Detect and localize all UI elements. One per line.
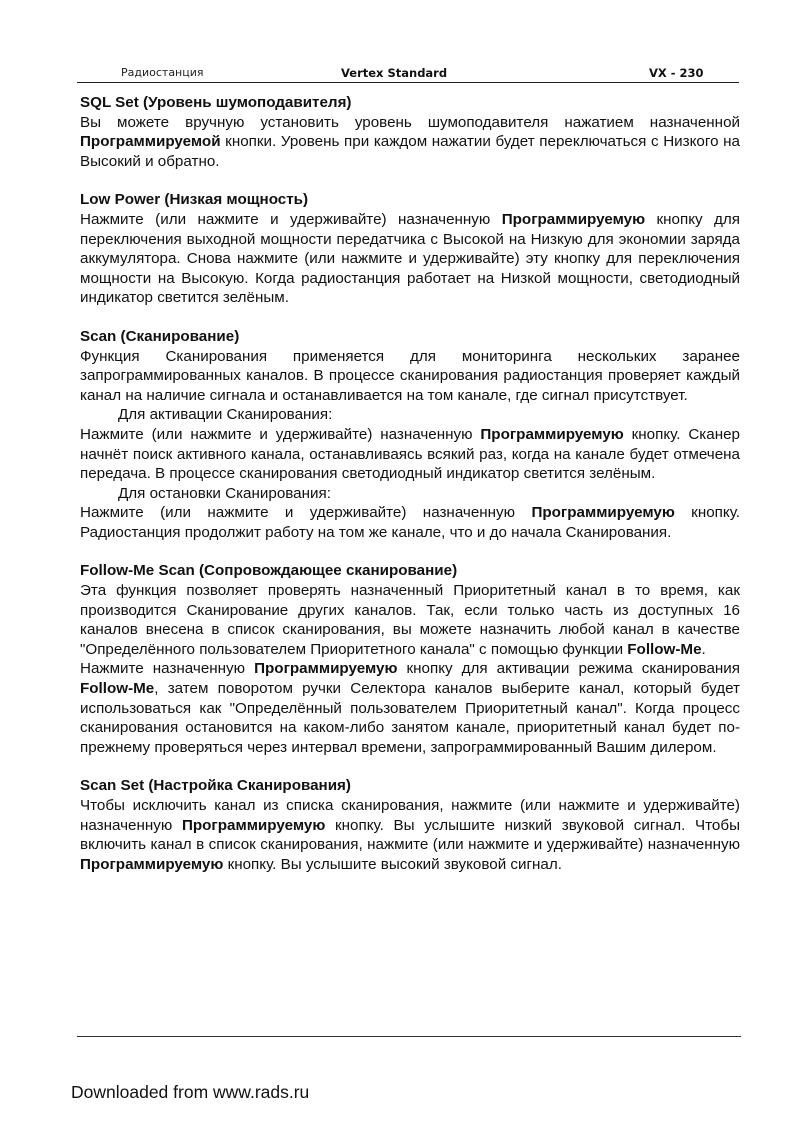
section-scan bbox=[80, 327, 740, 543]
text: . bbox=[701, 640, 706, 658]
section-title: Scan Set (Настройка Сканирования) bbox=[80, 777, 351, 795]
section-low-power bbox=[80, 190, 740, 308]
text: кнопку. Вы услышите низкий звуковой сигнал. Чтобы включить канал в список сканирования, нажмите (или нажмите и удерживайте) назначенную bbox=[80, 816, 740, 854]
text: Нажмите назначенную bbox=[80, 660, 255, 678]
bold-term: Программируемую bbox=[254, 660, 398, 678]
section-title: SQL Set (Уровень шумоподавителя) bbox=[80, 94, 352, 111]
text: кнопку. Сканер начнёт поиск активного канала, останавливаясь всякий раз, когда на канале будет отмечена передача. В процессе сканирования светодиодный индикатор светится зелёным. bbox=[80, 425, 740, 483]
text: кнопку для переключения выходной мощности передатчика с Высокой на Низкую для экономии заряда аккумулятора. Снова нажмите (или нажмите и удерживайте) эту кнопку для переключения мощности на Высокую. Когда радиостанция работает на Низкой мощности, светодиодный индикатор светится зелёным. bbox=[80, 210, 741, 307]
header-divider bbox=[77, 82, 739, 83]
section-sql-set bbox=[80, 93, 740, 171]
bold-term: Программируемую bbox=[501, 210, 646, 228]
subheading-activate: Для активации Сканирования: bbox=[118, 406, 333, 424]
bold-term: Follow-Me bbox=[80, 680, 155, 698]
paragraph bbox=[80, 796, 740, 874]
footer-divider bbox=[77, 1036, 741, 1037]
paragraph bbox=[80, 659, 740, 757]
text: кнопку. Вы услышите высокий звуковой сигнал. bbox=[223, 855, 562, 873]
download-source-note: Downloaded from www.rads.ru bbox=[71, 1082, 310, 1102]
text: кнопки. Уровень при каждом нажатии будет переключаться с Низкого на Высокий и обратно. bbox=[80, 133, 740, 170]
section-title: Follow-Me Scan (Сопровождающее сканирование) bbox=[80, 562, 458, 580]
text: Нажмите (или нажмите и удерживайте) назначенную bbox=[80, 210, 502, 228]
bold-term: Follow-Me bbox=[627, 640, 702, 658]
paragraph bbox=[80, 425, 740, 484]
section-follow-me-scan bbox=[80, 561, 740, 757]
text: , затем поворотом ручки Селектора каналов выберите канал, который будет использоваться как "Определённый пользователем Приоритетный канал". Когда процесс сканирования остановится на каком-либо занятом канале, приоритетный канал будет по-прежнему проверяться через интервал времени, запрограммированный Вашим дилером. bbox=[80, 680, 740, 756]
page-header bbox=[77, 66, 739, 82]
paragraph: Функция Сканирования применяется для мониторинга нескольких заранее запрограммированных каналов. В процессе сканирования радиостанция проверяет каждый канал на наличие сигнала и останавливается на том канале, где сигнал присутствует. bbox=[80, 347, 740, 404]
header-center: Vertex Standard bbox=[341, 66, 448, 80]
subheading-stop: Для остановки Сканирования: bbox=[118, 484, 331, 502]
text: Эта функция позволяет проверять назначенный Приоритетный канал в то время, как производится Сканирование других каналов. Так, если только часть из доступных 16 каналов внесена в список сканирования, вы можете назначить любой канал в качестве "Определённого пользователем Приоритетного канала" с помощью функции bbox=[80, 582, 740, 658]
text: кнопку. Радиостанция продолжит работу на том же канале, что и до начала Сканирования. bbox=[80, 504, 740, 541]
bold-term: Программируемую bbox=[181, 816, 326, 834]
text: кнопку для активации режима сканирования bbox=[397, 660, 740, 678]
bold-term: Программируемую bbox=[80, 855, 224, 873]
paragraph bbox=[80, 210, 740, 308]
paragraph bbox=[80, 503, 740, 542]
bold-term: Программируемую bbox=[480, 425, 624, 443]
section-title: Scan (Сканирование) bbox=[80, 327, 240, 345]
text: Нажмите (или нажмите и удерживайте) назначенную bbox=[80, 504, 532, 522]
paragraph bbox=[80, 581, 740, 659]
bold-term: Программируемую bbox=[531, 504, 675, 522]
section-title: Low Power (Низкая мощность) bbox=[80, 191, 309, 209]
text: Вы можете вручную установить уровень шумоподавителя нажатием назначенной bbox=[80, 113, 740, 131]
section-scan-set bbox=[80, 776, 740, 874]
header-left: Радиостанция bbox=[121, 66, 204, 79]
bold-term: Программируемой bbox=[80, 133, 221, 151]
text: Нажмите (или нажмите и удерживайте) назначенную bbox=[80, 425, 481, 443]
header-model: VX - 230 bbox=[649, 66, 704, 80]
page-content bbox=[80, 93, 740, 893]
paragraph bbox=[80, 113, 740, 172]
text: Чтобы исключить канал из списка сканирования, нажмите (или нажмите и удерживайте) назначенную bbox=[80, 797, 740, 834]
